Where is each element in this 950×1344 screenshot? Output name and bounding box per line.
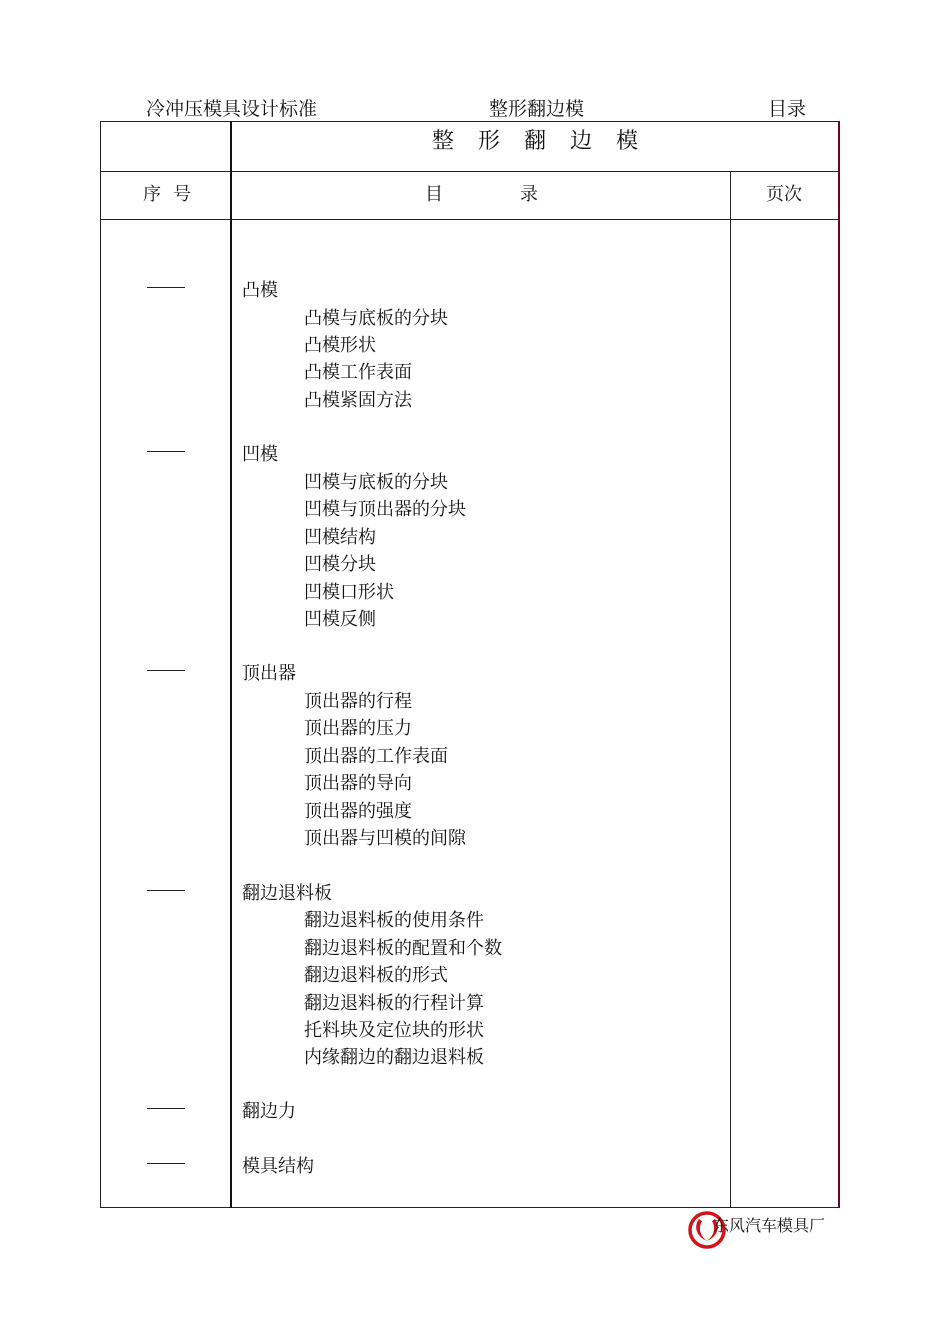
toc-section-title: 凸模: [242, 280, 278, 301]
doc-section-label: 目录: [768, 98, 807, 120]
toc-section-title: 模具结构: [242, 1156, 314, 1177]
toc-item: 内缘翻边的翻边退料板: [304, 1047, 484, 1068]
toc-section-title: 凹模: [242, 444, 278, 465]
toc-item: 凹模口形状: [304, 582, 394, 603]
table-column-divider: [230, 121, 232, 1208]
toc-item: 翻边退料板的形式: [304, 965, 448, 986]
column-header-seq: 序号: [143, 184, 203, 205]
toc-item: 凸模与底板的分块: [304, 308, 448, 329]
toc-item: 托料块及定位块的形状: [304, 1020, 484, 1041]
toc-item: 凸模形状: [304, 335, 376, 356]
column-header-page: 页次: [766, 184, 802, 205]
doc-series-title: 冷冲压模具设计标准: [146, 98, 318, 120]
table-title: 整形翻边模: [431, 129, 662, 154]
table-right-border: [838, 121, 840, 1208]
toc-item: 顶出器的导向: [304, 773, 412, 794]
section-dash: [147, 890, 185, 891]
table-bottom-border: [100, 1207, 840, 1208]
section-dash: [147, 670, 185, 671]
table-top-border: [100, 121, 840, 122]
section-dash: [147, 451, 185, 452]
toc-item: 顶出器的工作表面: [304, 746, 448, 767]
toc-section-title: 翻边退料板: [242, 883, 332, 904]
table-row-divider: [100, 171, 840, 172]
table-row-divider: [100, 219, 840, 220]
section-dash: [147, 1163, 185, 1164]
column-header-toc: 目: [425, 184, 443, 205]
toc-item: 凹模与底板的分块: [304, 472, 448, 493]
table-left-border: [100, 121, 101, 1208]
toc-item: 凹模反侧: [304, 609, 376, 630]
column-header-toc: 录: [520, 184, 538, 205]
toc-section-title: 顶出器: [242, 663, 296, 684]
section-dash: [147, 287, 185, 288]
toc-item: 顶出器的行程: [304, 691, 412, 712]
company-name: 东风汽车模具厂: [713, 1216, 826, 1235]
doc-chapter-title: 整形翻边模: [489, 98, 585, 120]
toc-item: 顶出器与凹模的间隙: [304, 828, 466, 849]
toc-item: 凹模结构: [304, 527, 376, 548]
toc-item: 翻边退料板的配置和个数: [304, 938, 502, 959]
toc-item: 顶出器的强度: [304, 801, 412, 822]
toc-item: 翻边退料板的行程计算: [304, 993, 484, 1014]
toc-item: 凸模工作表面: [304, 362, 412, 383]
section-dash: [147, 1108, 185, 1109]
toc-section-title: 翻边力: [242, 1101, 296, 1122]
table-column-divider: [730, 171, 731, 1208]
toc-item: 凸模紧固方法: [304, 390, 412, 411]
toc-item: 凹模与顶出器的分块: [304, 499, 466, 520]
toc-item: 翻边退料板的使用条件: [304, 910, 484, 931]
toc-item: 凹模分块: [304, 554, 376, 575]
toc-item: 顶出器的压力: [304, 718, 412, 739]
